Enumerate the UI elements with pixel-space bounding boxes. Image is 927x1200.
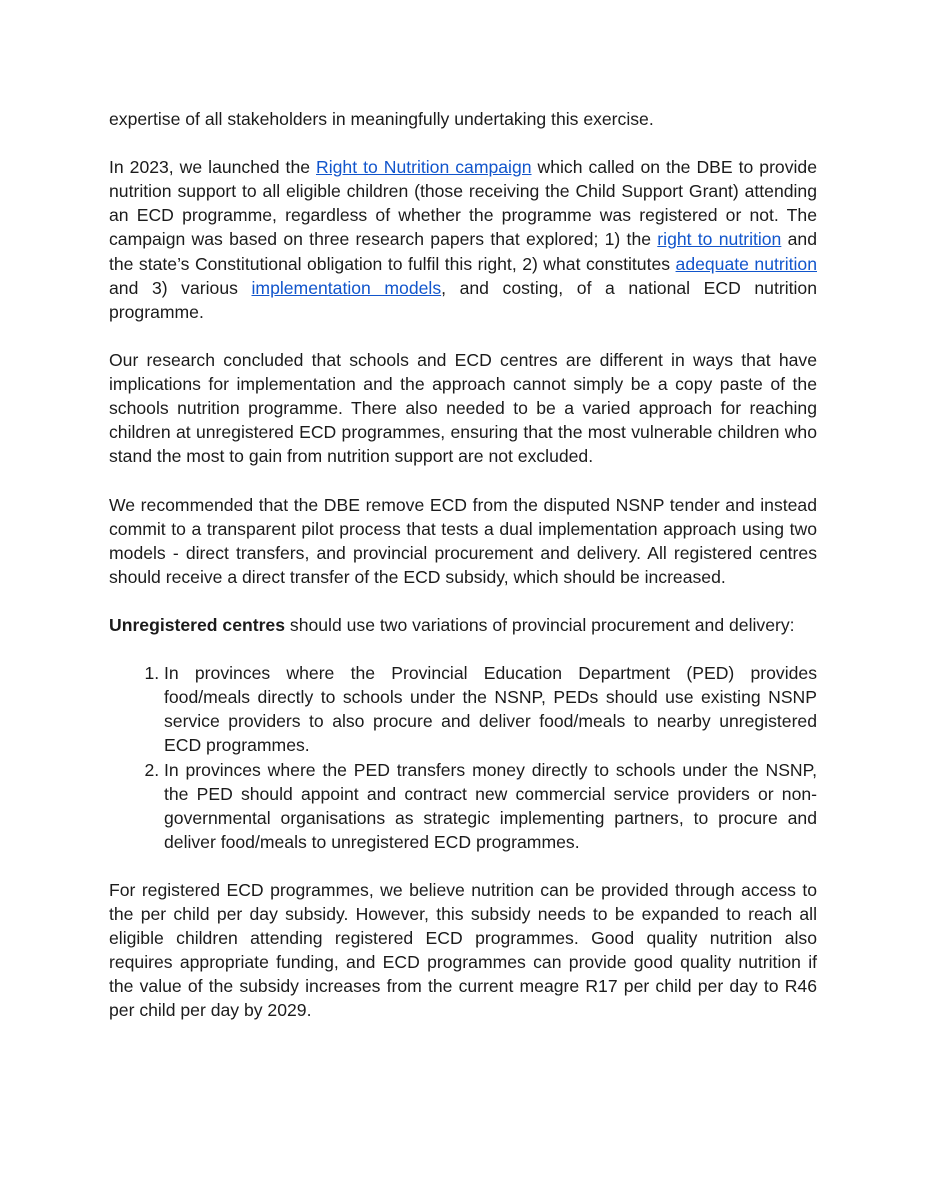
- paragraph-recommendation: We recommended that the DBE remove ECD from the disputed NSNP tender and instead commit to a transparent pilot process that tests a dual implementation approach using two models - direct transfers, and provincial procurement and delivery. All registered centres should receive a direct transfer of the ECD subsidy, which should be increased.: [109, 494, 817, 587]
- paragraph-right-to-nutrition: In 2023, we launched the Right to Nutrition campaign which called on the DBE to provide nutrition support to all eligible children (those receiving the Child Support Grant) attending an ECD programme, regardless of whether the programme was registered or not. The campaign was based on three research papers that explored; 1) the right to nutrition and the state’s Constitutional obligation to fulfil this right, 2) what constitutes adequate nutrition and 3) various implementation models, and costing, of a national ECD nutrition programme.: [109, 157, 817, 322]
- adequate-nutrition-link[interactable]: adequate nutrition: [675, 253, 817, 274]
- unregistered-centres-heading: Unregistered centres: [109, 614, 286, 635]
- list-item: 2. In provinces where the PED transfers money directly to schools under the NSNP, the PED should appoint and contract new commercial service providers or non-governmental organisations as strategic implementing partners, to procure and deliver food/meals to unregistered ECD programmes.: [164, 758, 817, 854]
- procurement-variations-list: [109, 661, 817, 854]
- paragraph-unregistered-centres: Unregistered centres should use two variations of provincial procurement and delivery:: [109, 614, 795, 635]
- paragraph-research-conclusion: Our research concluded that schools and ECD centres are different in ways that have implications for implementation and the approach cannot simply be a copy paste of the schools nutrition programme. There also needed to be a varied approach for reaching children at unregistered ECD programmes, ensuring that the most vulnerable children who stand the most to gain from nutrition support are not excluded.: [109, 349, 817, 467]
- right-to-nutrition-link[interactable]: right to nutrition: [657, 229, 782, 250]
- list-item: 1. In provinces where the Provincial Education Department (PED) provides food/meals directly to schools under the NSNP, PEDs should use existing NSNP service providers to also procure and deliver food/meals to nearby unregistered ECD programmes.: [164, 661, 817, 757]
- right-to-nutrition-campaign-link[interactable]: Right to Nutrition campaign: [316, 157, 532, 178]
- document-page: [109, 107, 817, 1047]
- paragraph-intro-continuation: expertise of all stakeholders in meaningfully undertaking this exercise.: [109, 109, 654, 129]
- implementation-models-link[interactable]: implementation models: [251, 277, 442, 298]
- paragraph-registered-programmes: For registered ECD programmes, we believe nutrition can be provided through access to the per child per day subsidy. However, this subsidy needs to be expanded to reach all eligible children attending registered ECD programmes. Good quality nutrition also requires appropriate funding, and ECD programmes can provide good quality nutrition if the value of the subsidy increases from the current meagre R17 per child per day to R46 per child per day by 2029.: [109, 880, 817, 1021]
